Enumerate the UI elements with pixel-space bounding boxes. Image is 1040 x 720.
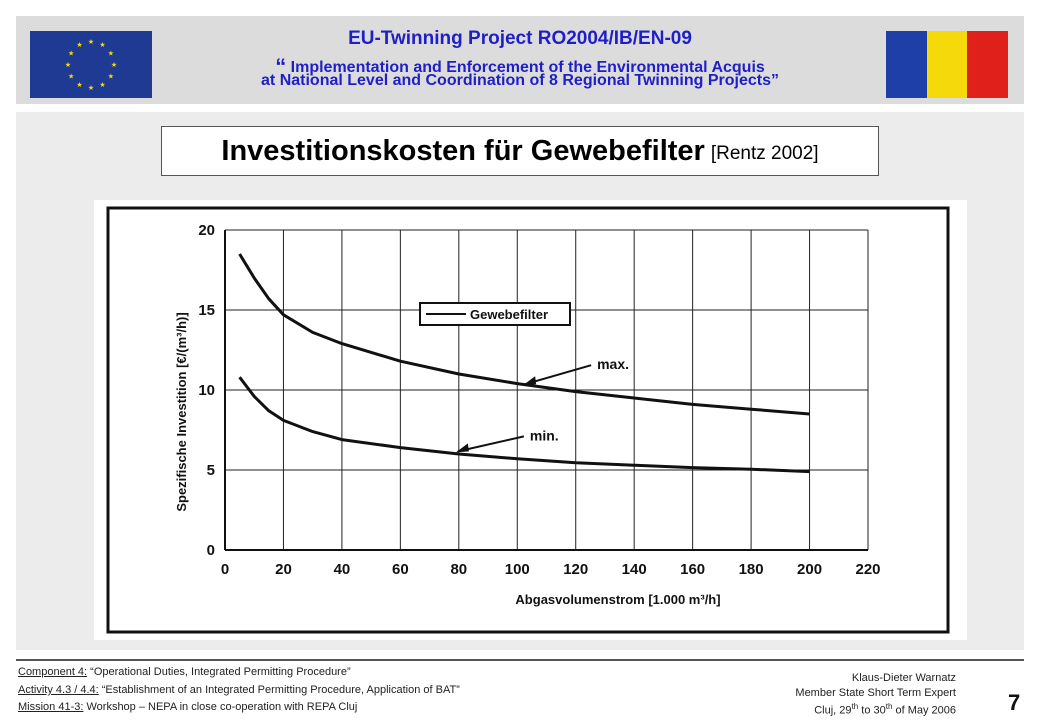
project-subtitle-line2: at National Level and Coordination of 8 Regional Twinning Projects” (261, 72, 779, 89)
eu-star-icon: ★ (87, 38, 95, 46)
footer-mission (18, 701, 357, 713)
slide-title-source: [Rentz 2002] (710, 143, 819, 164)
annotation-label: min. (529, 427, 559, 444)
x-tick-label: 0 (220, 561, 230, 578)
project-title: EU-Twinning Project RO2004/IB/EN-09 (348, 28, 692, 49)
footer-divider (16, 659, 1024, 661)
romania-flag-icon (886, 31, 1008, 98)
x-tick-label: 160 (680, 561, 706, 578)
legend-label: Gewebefilter (470, 307, 549, 322)
footer-component-label: Component 4: (18, 666, 88, 678)
slide-title (161, 126, 879, 176)
eu-star-icon: ★ (107, 72, 115, 81)
ro-flag-red (967, 31, 1008, 98)
x-tick-label: 20 (275, 561, 292, 578)
opening-quote: “ (275, 54, 287, 79)
eu-star-icon: ★ (67, 72, 75, 81)
eu-flag-icon (30, 31, 152, 98)
ro-flag-blue (886, 31, 927, 98)
y-tick-label: 10 (198, 382, 215, 399)
eu-star-icon: ★ (76, 41, 83, 50)
y-tick-label: 20 (198, 222, 215, 239)
x-axis-label: Abgasvolumenstrom [1.000 m³/h] (515, 592, 721, 607)
eu-star-icon: ★ (76, 80, 83, 89)
footer-mission-text: Workshop – NEPA in close co-operation with REPA Cluj (83, 701, 358, 713)
annotation-label: max. (597, 356, 630, 373)
eu-star-icon: ★ (64, 61, 72, 69)
eu-star-icon: ★ (110, 61, 118, 69)
footer-activity (18, 684, 460, 696)
x-tick-label: 100 (504, 561, 530, 578)
x-tick-label: 120 (563, 561, 589, 578)
footer-activity-label: Activity 4.3 / 4.4: (18, 684, 99, 696)
investment-cost-chart (94, 200, 967, 640)
chart-container (94, 200, 967, 640)
x-tick-label: 60 (392, 561, 409, 578)
footer-date: Cluj, 29th to 30th of May 2006 (814, 702, 956, 717)
footer-author: Klaus-Dieter Warnatz (851, 672, 956, 684)
y-tick-label: 5 (206, 462, 215, 479)
y-tick-label: 0 (206, 542, 215, 559)
footer-role: Member State Short Term Expert (795, 687, 956, 699)
x-tick-label: 200 (797, 561, 823, 578)
x-tick-label: 220 (855, 561, 881, 578)
y-tick-label: 15 (198, 302, 215, 319)
eu-star-icon: ★ (99, 41, 106, 50)
x-tick-label: 140 (621, 561, 647, 578)
footer-component (18, 666, 351, 678)
y-axis-label: Spezifische Investition [€/(m³/h)] (174, 312, 189, 512)
ro-flag-yellow (927, 31, 968, 98)
eu-star-icon: ★ (107, 49, 115, 58)
x-tick-label: 180 (738, 561, 764, 578)
footer-activity-text: “Establishment of an Integrated Permitting Procedure, Application of BAT” (98, 684, 460, 696)
page-number: 7 (1008, 690, 1021, 715)
chart-legend (420, 303, 570, 325)
x-tick-label: 40 (333, 561, 351, 578)
x-tick-label: 80 (450, 561, 468, 578)
footer-component-text: “Operational Duties, Integrated Permitting Procedure” (87, 666, 351, 678)
footer-mission-label: Mission 41-3: (18, 701, 84, 713)
slide-header (16, 16, 1024, 104)
subtitle-line1-text: Implementation and Enforcement of the Environmental Acquis (290, 59, 765, 76)
slide-title-main: Investitionskosten für Gewebefilter (221, 134, 705, 167)
eu-star-icon: ★ (87, 84, 95, 92)
eu-star-icon: ★ (67, 49, 75, 58)
eu-star-icon: ★ (99, 80, 106, 89)
